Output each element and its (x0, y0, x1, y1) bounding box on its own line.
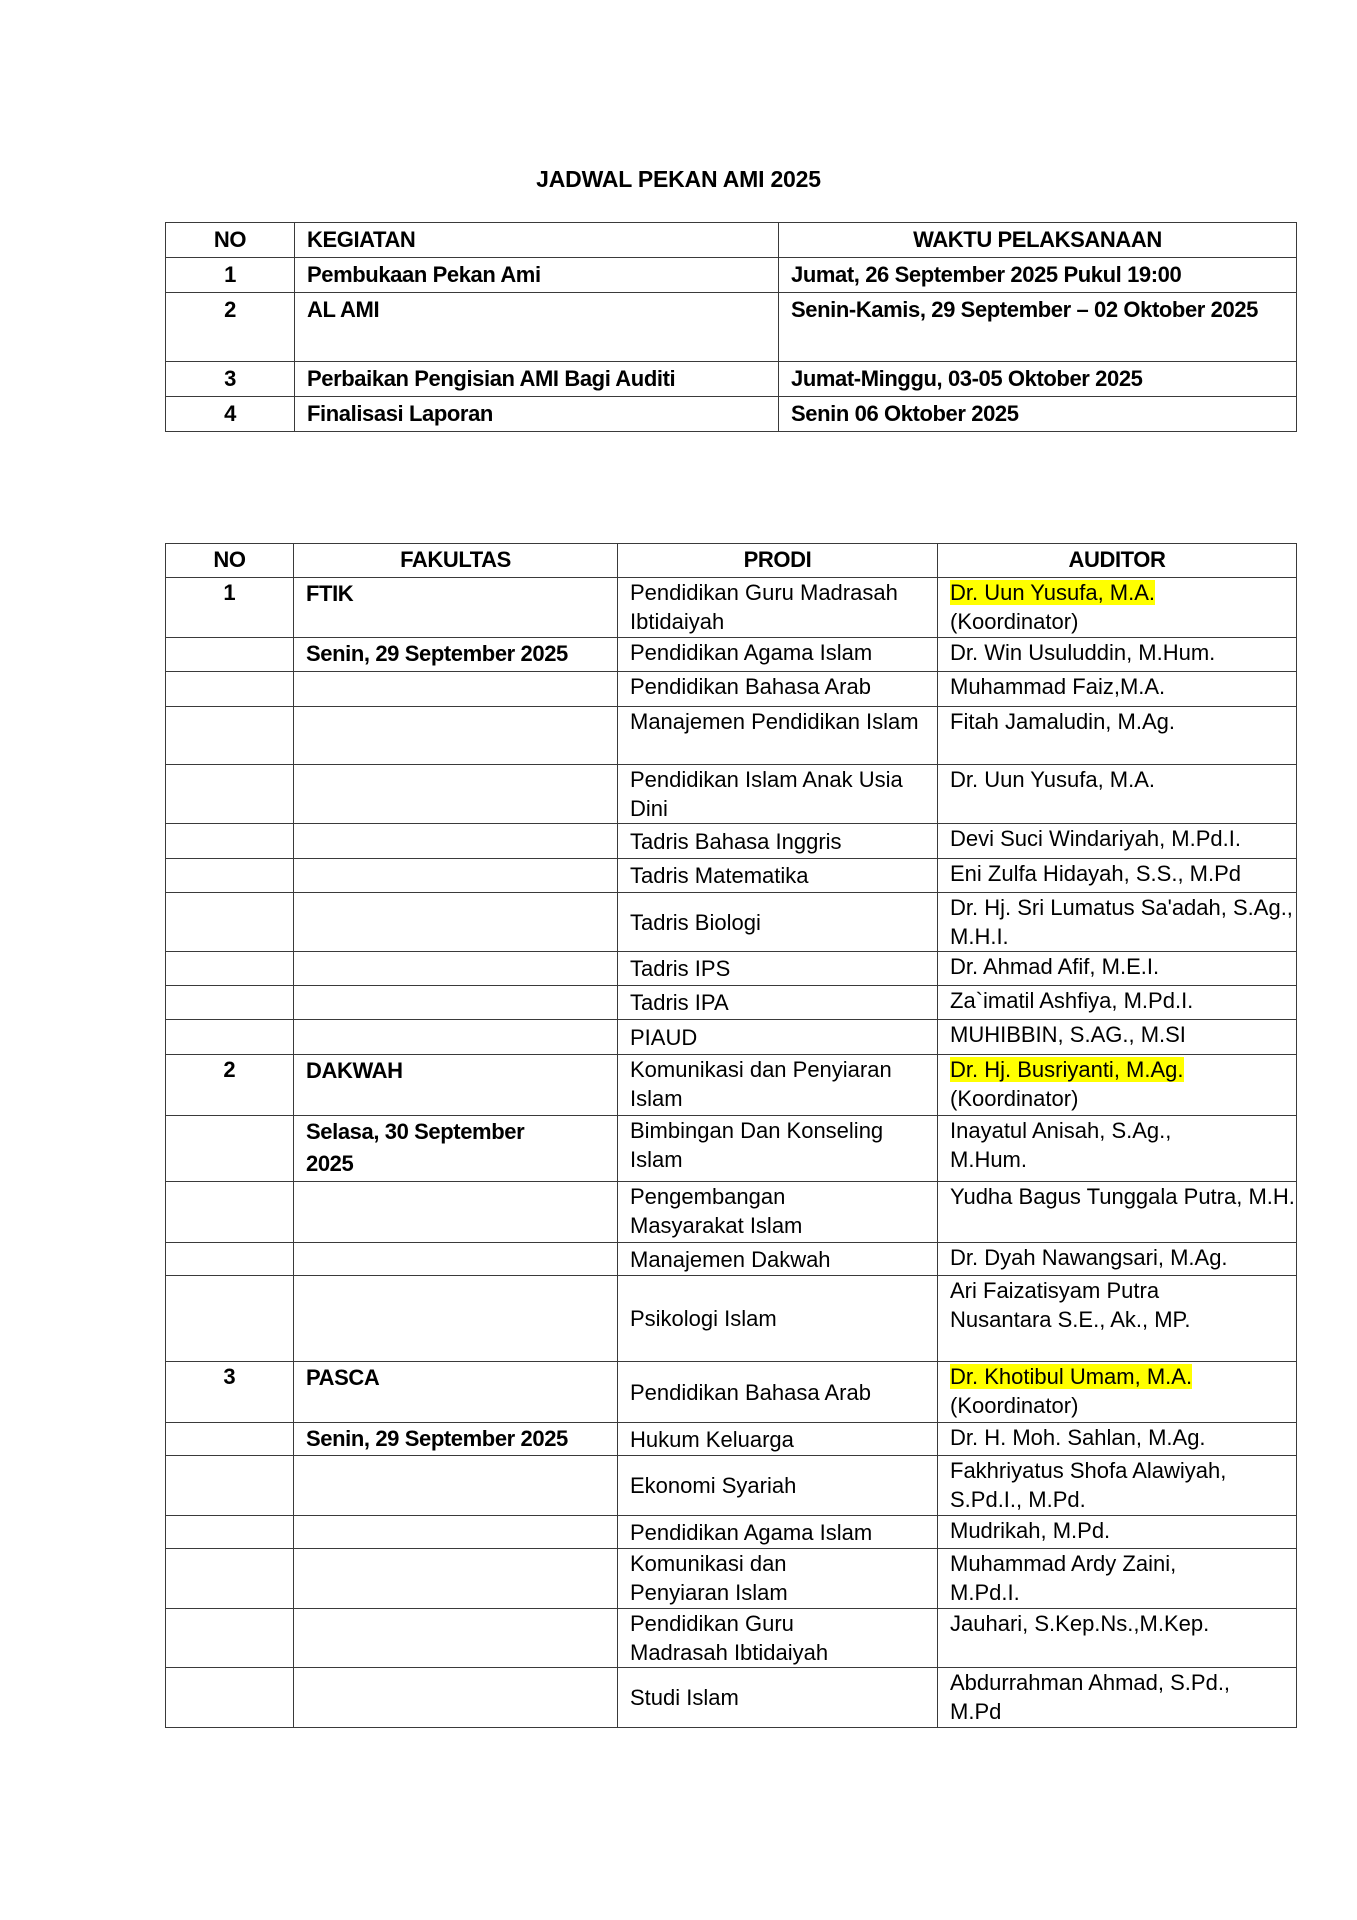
auditor-name: Devi Suci Windariyah, M.Pd.I. (938, 824, 1297, 859)
empty-cell (294, 1516, 618, 1549)
coordinator-name-highlight: Dr. Khotibul Umam, M.A. (950, 1364, 1193, 1389)
auditor-row (166, 1182, 1297, 1243)
auditor-row (166, 638, 1297, 672)
auditor-row (166, 824, 1297, 859)
prodi-name: Pendidikan Agama Islam (618, 638, 938, 672)
empty-cell (294, 1456, 618, 1516)
empty-cell (294, 1182, 618, 1243)
prodi-name: Pendidikan Bahasa Arab (618, 672, 938, 707)
schedule-waktu: Jumat, 26 September 2025 Pukul 19:00 (779, 258, 1297, 293)
empty-cell (166, 1020, 294, 1055)
empty-cell (166, 1609, 294, 1668)
document-title: JADWAL PEKAN AMI 2025 (536, 166, 821, 192)
auditor-name: Mudrikah, M.Pd. (938, 1516, 1297, 1549)
header-auditor: AUDITOR (938, 544, 1297, 578)
prodi-name: Studi Islam (618, 1668, 938, 1728)
prodi-name: Ekonomi Syariah (618, 1456, 938, 1516)
auditor-row (166, 1276, 1297, 1362)
group-no: 2 (166, 1055, 294, 1116)
empty-cell (294, 986, 618, 1020)
auditor-name: Fakhriyatus Shofa Alawiyah, S.Pd.I., M.Pd. (938, 1456, 1297, 1516)
empty-cell (166, 893, 294, 952)
empty-cell (294, 824, 618, 859)
schedule-row (166, 293, 1297, 362)
fakultas-name: PASCA (294, 1362, 618, 1423)
prodi-name: Pendidikan Guru Madrasah Ibtidaiyah (618, 578, 938, 638)
fakultas-date: Selasa, 30 September 2025 (294, 1116, 618, 1182)
auditor-name: Za`imatil Ashfiya, M.Pd.I. (938, 986, 1297, 1020)
coordinator-name-highlight: Dr. Hj. Busriyanti, M.Ag. (950, 1057, 1184, 1082)
auditor-row (166, 707, 1297, 765)
empty-cell (294, 1276, 618, 1362)
schedule-row (166, 362, 1297, 397)
auditor-name: Abdurrahman Ahmad, S.Pd., M.Pd (938, 1668, 1297, 1728)
schedule-kegiatan: Pembukaan Pekan Ami (295, 258, 779, 293)
prodi-name: Pendidikan Guru Madrasah Ibtidaiyah (618, 1609, 938, 1668)
coordinator-label: (Koordinator) (950, 1393, 1079, 1418)
auditor-row (166, 1055, 1297, 1116)
schedule-row (166, 258, 1297, 293)
empty-cell (166, 1423, 294, 1456)
prodi-name: PIAUD (618, 1020, 938, 1055)
auditor-name: Jauhari, S.Kep.Ns.,M.Kep. (938, 1609, 1297, 1668)
auditor-row (166, 1609, 1297, 1668)
schedule-kegiatan: Finalisasi Laporan (295, 397, 779, 432)
auditor-row (166, 1020, 1297, 1055)
empty-cell (294, 893, 618, 952)
empty-cell (166, 1182, 294, 1243)
auditor-row (166, 1549, 1297, 1609)
auditor-row (166, 1116, 1297, 1182)
empty-cell (166, 986, 294, 1020)
prodi-name: Manajemen Pendidikan Islam (618, 707, 938, 765)
prodi-name: Bimbingan Dan Konseling Islam (618, 1116, 938, 1182)
empty-cell (294, 1549, 618, 1609)
auditor-row (166, 1516, 1297, 1549)
schedule-waktu: Senin 06 Oktober 2025 (779, 397, 1297, 432)
auditor-row (166, 986, 1297, 1020)
schedule-no: 4 (166, 397, 295, 432)
auditor-name: Muhammad Faiz,M.A. (938, 672, 1297, 707)
empty-cell (294, 707, 618, 765)
group-no: 1 (166, 578, 294, 638)
empty-cell (294, 765, 618, 824)
empty-cell (294, 1020, 618, 1055)
empty-cell (294, 1668, 618, 1728)
prodi-name: Tadris IPS (618, 952, 938, 986)
prodi-name: Pendidikan Agama Islam (618, 1516, 938, 1549)
auditor-name: Dr. H. Moh. Sahlan, M.Ag. (938, 1423, 1297, 1456)
empty-cell (166, 952, 294, 986)
group-no: 3 (166, 1362, 294, 1423)
auditor-row (166, 952, 1297, 986)
schedule-no: 3 (166, 362, 295, 397)
auditor-coordinator (938, 1055, 1297, 1116)
empty-cell (294, 1609, 618, 1668)
schedule-table (165, 222, 1297, 432)
auditor-name: Dr. Ahmad Afif, M.E.I. (938, 952, 1297, 986)
prodi-name: Pengembangan Masyarakat Islam (618, 1182, 938, 1243)
header-no: NO (166, 223, 295, 258)
fakultas-date: Senin, 29 September 2025 (294, 1423, 618, 1456)
prodi-name: Tadris Matematika (618, 859, 938, 893)
fakultas-name: FTIK (294, 578, 618, 638)
auditor-row (166, 672, 1297, 707)
empty-cell (294, 1243, 618, 1276)
fakultas-date: Senin, 29 September 2025 (294, 638, 618, 672)
prodi-name: Pendidikan Islam Anak Usia Dini (618, 765, 938, 824)
auditor-row (166, 765, 1297, 824)
auditor-name: Dr. Uun Yusufa, M.A. (938, 765, 1297, 824)
header-kegiatan: KEGIATAN (295, 223, 779, 258)
empty-cell (166, 1516, 294, 1549)
coordinator-label: (Koordinator) (950, 609, 1079, 634)
auditor-name: MUHIBBIN, S.AG., M.SI (938, 1020, 1297, 1055)
auditor-name: Fitah Jamaludin, M.Ag. (938, 707, 1297, 765)
schedule-header-row (166, 223, 1297, 258)
auditor-name: Eni Zulfa Hidayah, S.S., M.Pd (938, 859, 1297, 893)
empty-cell (166, 1243, 294, 1276)
auditor-name: Muhammad Ardy Zaini, M.Pd.I. (938, 1549, 1297, 1609)
empty-cell (294, 672, 618, 707)
schedule-no: 2 (166, 293, 295, 362)
auditor-name: Dr. Dyah Nawangsari, M.Ag. (938, 1243, 1297, 1276)
empty-cell (166, 1668, 294, 1728)
prodi-name: Tadris IPA (618, 986, 938, 1020)
empty-cell (166, 824, 294, 859)
auditor-row (166, 1456, 1297, 1516)
auditor-row (166, 1243, 1297, 1276)
coordinator-name-highlight: Dr. Uun Yusufa, M.A. (950, 580, 1156, 605)
empty-cell (166, 1456, 294, 1516)
prodi-name: Manajemen Dakwah (618, 1243, 938, 1276)
header-no: NO (166, 544, 294, 578)
empty-cell (294, 952, 618, 986)
empty-cell (166, 765, 294, 824)
prodi-name: Hukum Keluarga (618, 1423, 938, 1456)
coordinator-label: (Koordinator) (950, 1086, 1079, 1111)
auditor-name: Dr. Win Usuluddin, M.Hum. (938, 638, 1297, 672)
auditor-row (166, 578, 1297, 638)
auditor-row (166, 859, 1297, 893)
fakultas-name: DAKWAH (294, 1055, 618, 1116)
prodi-name: Komunikasi dan Penyiaran Islam (618, 1549, 938, 1609)
schedule-waktu: Jumat-Minggu, 03-05 Oktober 2025 (779, 362, 1297, 397)
empty-cell (294, 859, 618, 893)
auditor-name: Dr. Hj. Sri Lumatus Sa'adah, S.Ag., M.H.I. (938, 893, 1297, 952)
auditor-row (166, 1362, 1297, 1423)
auditor-name: Ari Faizatisyam Putra Nusantara S.E., Ak., MP. (938, 1276, 1297, 1362)
schedule-no: 1 (166, 258, 295, 293)
empty-cell (166, 638, 294, 672)
prodi-name: Komunikasi dan Penyiaran Islam (618, 1055, 938, 1116)
auditor-coordinator (938, 1362, 1297, 1423)
auditor-name: Yudha Bagus Tunggala Putra, M.H. (938, 1182, 1297, 1243)
prodi-name: Tadris Bahasa Inggris (618, 824, 938, 859)
empty-cell (166, 1549, 294, 1609)
empty-cell (166, 707, 294, 765)
prodi-name: Psikologi Islam (618, 1276, 938, 1362)
schedule-kegiatan: Perbaikan Pengisian AMI Bagi Auditi (295, 362, 779, 397)
schedule-kegiatan: AL AMI (295, 293, 779, 362)
auditor-coordinator (938, 578, 1297, 638)
empty-cell (166, 1116, 294, 1182)
auditor-row (166, 1423, 1297, 1456)
header-prodi: PRODI (618, 544, 938, 578)
prodi-name: Tadris Biologi (618, 893, 938, 952)
auditor-header-row (166, 544, 1297, 578)
schedule-waktu: Senin-Kamis, 29 September – 02 Oktober 2025 (779, 293, 1297, 362)
empty-cell (166, 859, 294, 893)
auditor-row (166, 1668, 1297, 1728)
header-waktu: WAKTU PELAKSANAAN (779, 223, 1297, 258)
header-fakultas: FAKULTAS (294, 544, 618, 578)
auditor-name: Inayatul Anisah, S.Ag., M.Hum. (938, 1116, 1297, 1182)
empty-cell (166, 672, 294, 707)
schedule-row (166, 397, 1297, 432)
empty-cell (166, 1276, 294, 1362)
auditor-table (165, 543, 1297, 1728)
prodi-name: Pendidikan Bahasa Arab (618, 1362, 938, 1423)
auditor-row (166, 893, 1297, 952)
